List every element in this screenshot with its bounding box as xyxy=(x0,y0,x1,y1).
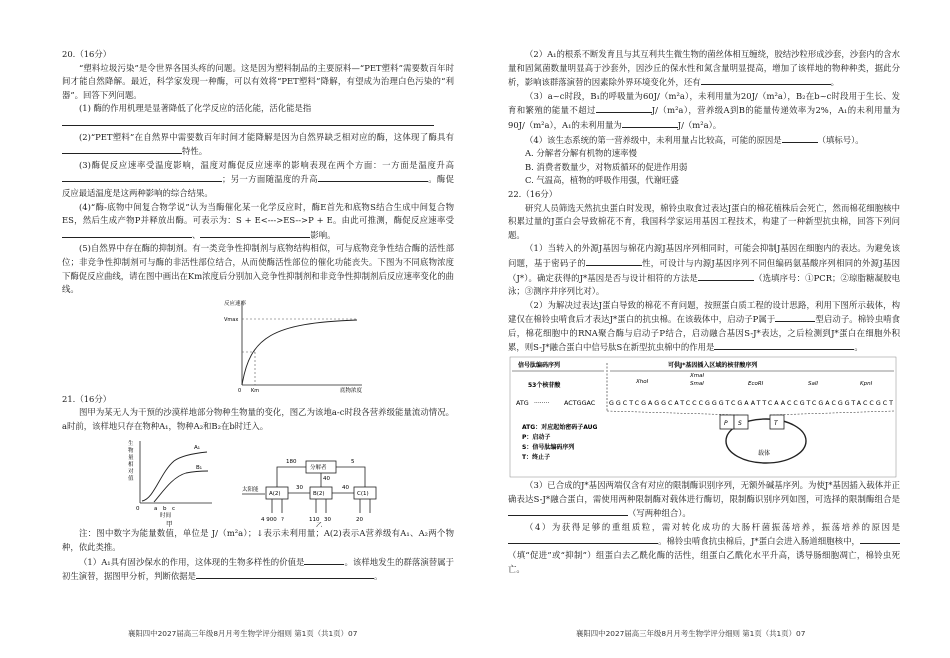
num-30-bottom: 30 xyxy=(324,517,331,524)
q22-part1 xyxy=(508,242,900,298)
answer-blank[interactable] xyxy=(508,506,628,516)
plasmid-p-label: P xyxy=(724,420,728,428)
series-a1-label: A₁ xyxy=(194,445,200,452)
answer-blank[interactable] xyxy=(622,118,678,128)
q20-part1-text: (1) 酶的作用机理是显著降低了化学反应的活化能，活化能是指 xyxy=(79,103,312,114)
q21-part2-tail: 。 xyxy=(830,77,839,88)
q20-part1 xyxy=(62,102,454,130)
option-c: C. 气温高，植物的呼吸作用强，代谢旺盛 xyxy=(525,175,679,186)
q21-part2 xyxy=(508,48,900,90)
right-footer: 襄阳四中2027届高三年级8月月考生物学评分细则 第1页（共1页）07 xyxy=(576,629,806,638)
enzyme-sal1: SalⅠ xyxy=(808,381,819,388)
tick-0: 0 xyxy=(136,506,140,513)
num-110: 110 xyxy=(309,517,320,524)
q21-intro: 图甲为某无人为干预的沙漠样地部分物种生物量的变化，图乙为该地a-c时段各营养级能量流动情况。a时前，该样地只存在物种A₁，物种A₂和B₂在b时迁入。 xyxy=(62,407,454,431)
series-a1-curve xyxy=(142,452,207,501)
q22-intro: 研究人员筛选天然抗虫蛋白时发现，棉铃虫取食过表达J蛋白的棉花植株后会死亡，然而棉花细胞核中积累过量的J蛋白会导致棉花不育，我国科学家运用基因工程技术，构建了一种新型抗虫棉，回答下列问题。 xyxy=(508,202,900,240)
q21-part3-mid: J/（m²a），营养级A到B的能量传递效率为2%，A₁的未利用量为90J/（m²a），A₁的未利用量为 xyxy=(508,105,901,130)
answer-blank[interactable] xyxy=(318,172,428,182)
q20-part5: (5)自然界中存在酶的抑制剂。有一类竞争性抑制剂与底物结构相似，可与底物竞争性结合酶的活性部位；非竞争性抑制剂可与酶的非活性部位结合，从而使酶活性部位的催化功能丧失。下图为不同底物浓度下酶促反应曲线，请在图中画出在Km浓度后分别加入竞争性抑制剂和非竞争性抑制剂后反应速率变化的曲线。 xyxy=(62,243,454,295)
num-20: 20 xyxy=(356,517,363,524)
num-180: 180 xyxy=(286,459,297,466)
q21-part2-text: （2）A₁的根系不断发育且与其互利共生微生物的菌丝体相互缠绕，胶结沙粒形成沙套，沙套内的含水量和固氮菌数量明显高于沙套外，因沙丘的保水性和氮含量明显提高，增加了该样地的物种种类，据此分析，影响该群落演替的因素除外界环境变化外，还有 xyxy=(508,49,900,88)
q22-part1-mid: 性，可设计与内源J基因序列不同但编码氨基酸序列相同的外源J基因（J*）。确定获得的J*基因是否与设计相符的方法是 xyxy=(508,257,900,283)
left-column xyxy=(62,48,454,584)
q22-part3-tail: （写两种组合）。 xyxy=(628,508,691,519)
vmax-label: Vmax xyxy=(224,316,239,323)
q22-part4 xyxy=(508,521,900,576)
num-40-top: 40 xyxy=(323,476,330,483)
nucleotide-count: 53个核苷酸 xyxy=(528,382,561,390)
enzyme-kpn1: KpnⅠ xyxy=(860,381,873,388)
biomass-chart xyxy=(128,439,212,527)
q22-part2-text: （2）为解决过表达J蛋白导致的棉花不育问题，按照蛋白质工程的设计思路，利用下图所示载体，构建仅在棉铃虫啃食后才表达J*蛋白的抗虫棉。在该载体中，启动子P属于 xyxy=(508,299,900,325)
legend-terminator: T：终止子 xyxy=(522,454,551,462)
node-b-label: B(2) xyxy=(313,491,325,498)
answer-blank[interactable] xyxy=(701,75,831,85)
question-21-heading: 21.（16分） xyxy=(62,393,112,404)
q20-part4-tail: 影响。 xyxy=(310,229,336,240)
q22-part2-mid: 型启动子。棉铃虫啃食后，棉花细胞中的RNA聚合酶与启动子P结合，启动融合基因S-J*表达，之后检测到J*蛋白在细胞外积累，则S-J*融合蛋白中信号肽S在新型抗虫棉中的作用是 xyxy=(508,314,901,353)
answer-blank[interactable] xyxy=(714,340,854,350)
q22-part2 xyxy=(508,299,900,355)
origin-label: 0 xyxy=(238,387,242,393)
signal-peptide-title: 信号肽编码序列 xyxy=(518,362,561,370)
start-codon: ATG xyxy=(516,399,529,408)
q20-part3-tail: 。酶促反应最适温度是这两种影响的综合结果。 xyxy=(62,174,455,198)
signal-sequence-end: ACTGGAC xyxy=(564,399,596,408)
enzyme-sma1: SmaⅠ xyxy=(690,381,704,388)
legend-signal: S：信号肽编码序列 xyxy=(522,444,575,452)
q20-part3-mid: ；另一方面随温度的升高 xyxy=(222,174,318,185)
vector-label: 载体 xyxy=(758,450,771,458)
enzyme-xho1: XhoⅠ xyxy=(636,379,649,386)
enzyme-xma1: XmaⅠ xyxy=(690,373,705,380)
insert-sequence: GGCTCGAGGCATCCCGGGTCGAATTCAACCGTCGACGGTACCGCT xyxy=(609,400,893,408)
q21-part4-tail: （填标号）。 xyxy=(817,134,864,145)
biomass-y-label: 生物量相对值 xyxy=(128,441,134,483)
rate-curve xyxy=(242,320,357,385)
q22-part1-tail: （选填序号：①PCR；②琼脂糖凝胶电泳；③测序并序列比对）。 xyxy=(508,272,900,297)
answer-blank[interactable] xyxy=(200,228,310,238)
enzyme-ecor1: EcoRⅠ xyxy=(748,381,764,388)
gene-vector-svg xyxy=(508,355,900,479)
q22-part4-text: （4）为获得足够的重组质粒，需对转化成功的大肠杆菌振荡培养，振荡培养的原因是 xyxy=(525,521,900,532)
q22-part4-mid: 。棉铃虫啃食抗虫棉后，J*蛋白会进入肠道细胞核中， xyxy=(658,536,860,547)
option-b: B. 消费者数量少，对物质循环的促进作用弱 xyxy=(525,161,688,172)
biomass-x-label: 时间 xyxy=(160,513,172,520)
km-label: Km xyxy=(251,387,260,393)
insert-region-title: 可供J*基因插入区域的核苷酸序列 xyxy=(668,362,758,370)
answer-blank[interactable] xyxy=(586,256,642,266)
num-5: 5 xyxy=(351,459,355,466)
tick-c: c xyxy=(172,506,176,513)
answer-blank[interactable] xyxy=(698,271,754,281)
q20-part3 xyxy=(62,159,454,201)
answer-blank[interactable] xyxy=(196,569,374,579)
q20-part4-text: (4)“酶-底物中间复合物学说”认为当酶催化某一化学反应时，酶E首先和底物S结合生成中间复合物ES，然后生成产物P并释放出酶。可表示为：S + E<--->ES-->P + E。由此可推测，酶促反应速率受 xyxy=(62,201,454,226)
answer-blank[interactable] xyxy=(508,534,658,544)
q20-part2-tail: 特性。 xyxy=(182,146,208,157)
right-column xyxy=(508,48,900,576)
q21-part4-text: （4）该生态系统的第一营养级中，未利用量占比较高，可能的原因是 xyxy=(525,134,782,145)
figure-yi-label: 乙 xyxy=(316,521,323,528)
answer-blank[interactable] xyxy=(62,172,222,182)
plasmid-t-label: T xyxy=(774,420,778,428)
energy-flow-diagram xyxy=(242,459,376,527)
q21-part3-text: （3）a~c时段，B₁的呼吸量为60J/（m²a），未利用量为20J/（m²a），B₂在b~c时段用于生长、发育和繁殖的能量不超过 xyxy=(508,90,900,116)
q22-part3 xyxy=(508,479,900,521)
num-unknown: ? xyxy=(281,517,284,524)
q20-part4-sep: 、 xyxy=(192,229,201,240)
option-a: A. 分解者分解有机物的速率慢 xyxy=(525,148,637,159)
plasmid-s-label: S xyxy=(738,420,742,428)
gene-vector-diagram xyxy=(508,355,900,479)
q20-part2 xyxy=(62,131,454,159)
tick-a: a xyxy=(154,506,158,513)
decomposer-label: 分解者 xyxy=(310,465,327,472)
q21-figures xyxy=(62,433,454,527)
question-22-heading: 22.（16分） xyxy=(508,188,558,199)
node-c-label: C(1) xyxy=(357,491,369,498)
q20-part2-text: (2)“PET塑料”在自然界中需要数百年时间才能降解是因为自然界缺乏相对应的酶，这体现了酶具有 xyxy=(79,131,454,142)
q21-part1-text: （1）A₁具有固沙保水的作用，这体现的生物多样性的价值是 xyxy=(79,556,305,567)
q21-part1-tail: 。该样地发生的群落演替属于初生演替，据图甲分析，判断依据是 xyxy=(62,556,454,582)
a-to-decomposer xyxy=(277,467,306,487)
answer-blank[interactable] xyxy=(775,312,815,322)
num-40: 40 xyxy=(342,485,349,492)
y-axis-label: 反应速率 xyxy=(224,300,247,307)
x-axis-label: 底物浓度 xyxy=(340,387,363,393)
legend-atg: ATG：对应起始密码子AUG xyxy=(522,424,598,432)
enzyme-rate-chart xyxy=(62,297,454,393)
q22-part4-tail: （填“促进”或“抑制”）组蛋白去乙酰化酶的活性，组蛋白乙酰化水平升高，诱导肠细胞凋亡，棉铃虫死亡。 xyxy=(508,550,900,574)
answer-blank[interactable] xyxy=(62,144,182,154)
enzyme-rate-svg xyxy=(62,297,454,393)
figure-jia-label: 甲 xyxy=(166,520,173,528)
left-footer: 襄阳四中2027届高三年级8月月考生物学评分细则 第1页（共1页）07 xyxy=(128,629,358,638)
num-30: 30 xyxy=(296,485,303,492)
tick-b: b xyxy=(163,506,167,513)
q21-part3 xyxy=(508,90,900,133)
q21-part4 xyxy=(508,133,900,148)
sun-label: 太阳能 xyxy=(242,487,259,494)
q21-figures-svg xyxy=(62,433,454,527)
q22-part2-tail: 。 xyxy=(854,342,863,353)
answer-blank[interactable] xyxy=(596,103,652,113)
answer-blank[interactable] xyxy=(782,133,818,143)
legend-promoter: P：启动子 xyxy=(522,434,551,442)
answer-blank[interactable] xyxy=(62,228,192,238)
q22-part3-text: （3）已合成的J*基因两端仅含有对应的限制酶识别序列，无额外碱基序列。为使J*基因插入载体并正确表达S-J*融合蛋白，需使用两种限制酶对载体进行酶切，限制酶识别序列如图，可选择的限制酶组合是 xyxy=(508,480,900,504)
q20-intro: “塑料垃圾污染”是令世界各国头疼的问题。这是因为塑料制品的主要原料—“PET塑料”需要数百年时间才能自然降解。最近，科学家发现一种酶，可以有效将“PET塑料”降解，有望成为治理白色污染的“利器”。回答下列问题。 xyxy=(62,62,454,100)
q21-note: 注：图中数字为能量数值，单位是 J/（m²a）；↓表示未利用量；A(2)表示A营养级有A₁、A₂两个物种，依此类推。 xyxy=(62,528,454,553)
question-20-heading: 20.（16分） xyxy=(62,49,112,59)
answer-blank[interactable] xyxy=(304,555,344,565)
q21-part1: （1）A₁具有固沙保水的作用，这体现的生物多样性的价值是 。该样地发生的群落演替属于初生演替，据图甲分析，判断依据是 。 xyxy=(62,556,454,582)
q20-part3-text: (3)酶促反应速率受温度影响，温度对酶促反应速率的影响表现在两个方面：一方面是温度升高 xyxy=(79,159,454,170)
num-4900: 4 900 xyxy=(261,517,277,524)
answer-blank[interactable] xyxy=(860,534,900,544)
q22-part1-text: （1）当转入的外源J基因与棉花内源J基因序列相同时，可能会抑制J基因在细胞内的表达。为避免该问题，基于密码子的 xyxy=(508,243,900,268)
series-b1-label: B₁ xyxy=(196,465,202,472)
q20-part4 xyxy=(62,201,454,243)
q21-part3-tail: J/（m²a）。 xyxy=(677,119,722,130)
node-a-label: A(2) xyxy=(269,491,281,498)
answer-blank[interactable] xyxy=(62,116,434,126)
c-to-decomposer xyxy=(336,467,365,487)
seq-ellipsis: ········ xyxy=(534,400,550,408)
